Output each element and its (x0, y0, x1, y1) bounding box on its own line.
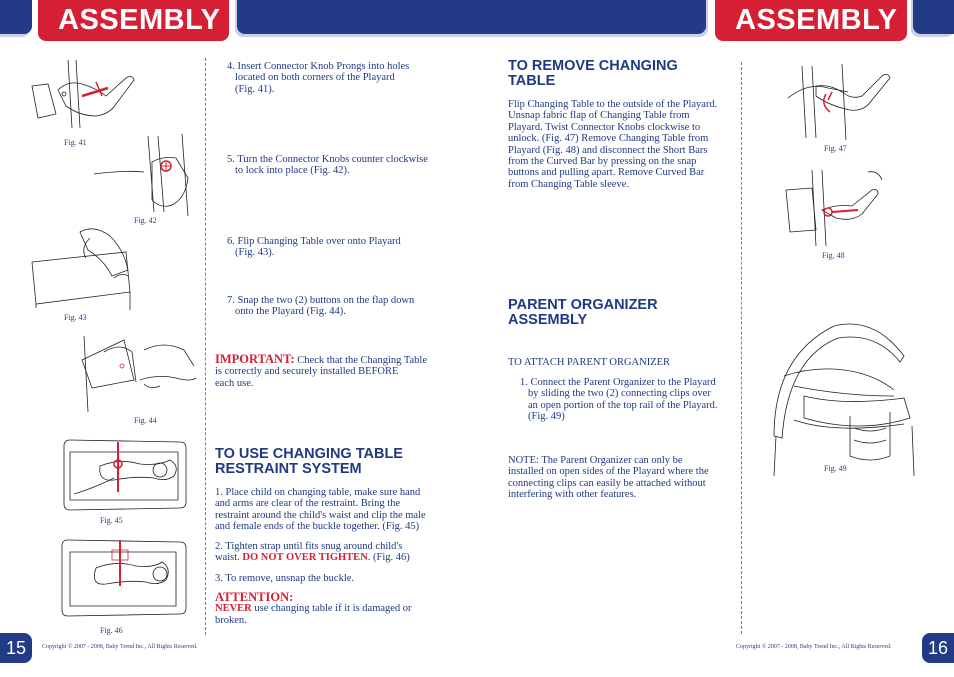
step-6: 6. Flip Changing Table over onto Playard (Fig. 43). (227, 236, 401, 259)
step-4: 4. Insert Connector Knob Prongs into holes located on both corners of the Playard (Fig. 41). (227, 61, 410, 95)
figure-46 (56, 536, 198, 622)
header-bar-right-edge (913, 0, 954, 34)
figure-46-label: Fig. 46 (100, 626, 123, 635)
header-bar-center (237, 0, 706, 34)
attention-label: ATTENTION: (215, 590, 294, 604)
page-title-right: ASSEMBLY (715, 0, 907, 41)
figure-44-label: Fig. 44 (134, 416, 157, 425)
attach-title: TO ATTACH PARENT ORGANIZER (508, 357, 671, 368)
organizer-heading: PARENT ORGANIZER ASSEMBLY (508, 297, 658, 328)
never-label: NEVER (215, 603, 252, 615)
restraint-step-3: 3. To remove, unsnap the buckle. (215, 573, 355, 584)
important-note: IMPORTANT: Check that the Changing Table is correctly and securely installed BEFORE each use. (215, 352, 427, 389)
step-7: 7. Snap the two (2) buttons on the flap down onto the Playard (Fig. 44). (227, 295, 415, 318)
page-number-right: 16 (922, 633, 954, 663)
figure-41-label: Fig. 41 (64, 138, 87, 147)
remove-heading: TO REMOVE CHANGING TABLE (508, 58, 678, 89)
attach-step-1: 1. Connect the Parent Organizer to the Playard by sliding the two (2) connecting clips over an open portion of the top rail of the Playard. (Fig. 49) (520, 377, 718, 423)
figure-41 (28, 56, 140, 138)
restraint-step-2: 2. Tighten strap until fits snug around child's waist. DO NOT OVER TIGHTEN. (Fig. 46) (215, 541, 410, 564)
attention-note: ATTENTION: NEVER use changing table if it is damaged or broken. (215, 592, 465, 626)
figure-44 (74, 330, 198, 414)
remove-instructions: Flip Changing Table to the outside of the Playard. Unsnap fabric flap of Changing Table from Playard. Twist Connector Knobs clockwise to unlock. (Fig. 47) Remove Changing Table from Playard (Fig. 48) and disconnect the Short Bars from the Curved Bar by pressing on the snap buttons and pulling apart. Remove Curved Bar from Changing Table sleeve. (508, 99, 718, 190)
page-title-left: ASSEMBLY (38, 0, 229, 41)
figure-42-label: Fig. 42 (134, 216, 157, 225)
restraint-step-1: 1. Place child on changing table, make sure hand and arms are clear of the restraint. Bring the restraint around the child's waist and clip the male and female ends of the buckle together. (Fig. 45) (215, 487, 426, 533)
figure-47 (786, 62, 896, 142)
important-label: IMPORTANT: (215, 352, 295, 366)
over-tighten-warning: DO NOT OVER TIGHTEN (242, 552, 368, 564)
restraint-heading: TO USE CHANGING TABLE RESTRAINT SYSTEM (215, 446, 403, 477)
figure-45 (60, 436, 200, 516)
figure-43-label: Fig. 43 (64, 313, 87, 322)
page-number-left: 15 (0, 633, 32, 663)
column-divider-left (205, 58, 206, 635)
figure-48-label: Fig. 48 (822, 251, 845, 260)
copyright-right: Copyright © 2007 - 2008, Baby Trend Inc., All Rights Reserved. (736, 644, 892, 650)
figure-42 (92, 132, 204, 216)
step-5: 5. Turn the Connector Knobs counter clockwise to lock into place (Fig. 42). (227, 154, 428, 177)
figure-49-label: Fig. 49 (824, 464, 847, 473)
figure-47-label: Fig. 47 (824, 144, 847, 153)
figure-45-label: Fig. 45 (100, 516, 123, 525)
figure-43 (30, 222, 140, 310)
copyright-left: Copyright © 2007 - 2008, Baby Trend Inc., All Rights Reserved. (42, 644, 198, 650)
column-divider-right (741, 62, 742, 634)
header-bar-left-edge (0, 0, 32, 34)
figure-49 (764, 316, 918, 482)
organizer-note: NOTE: The Parent Organizer can only be installed on open sides of the Playard where the connecting clips can easily be attached without interfering with other features. (508, 455, 709, 501)
figure-48 (782, 166, 892, 248)
